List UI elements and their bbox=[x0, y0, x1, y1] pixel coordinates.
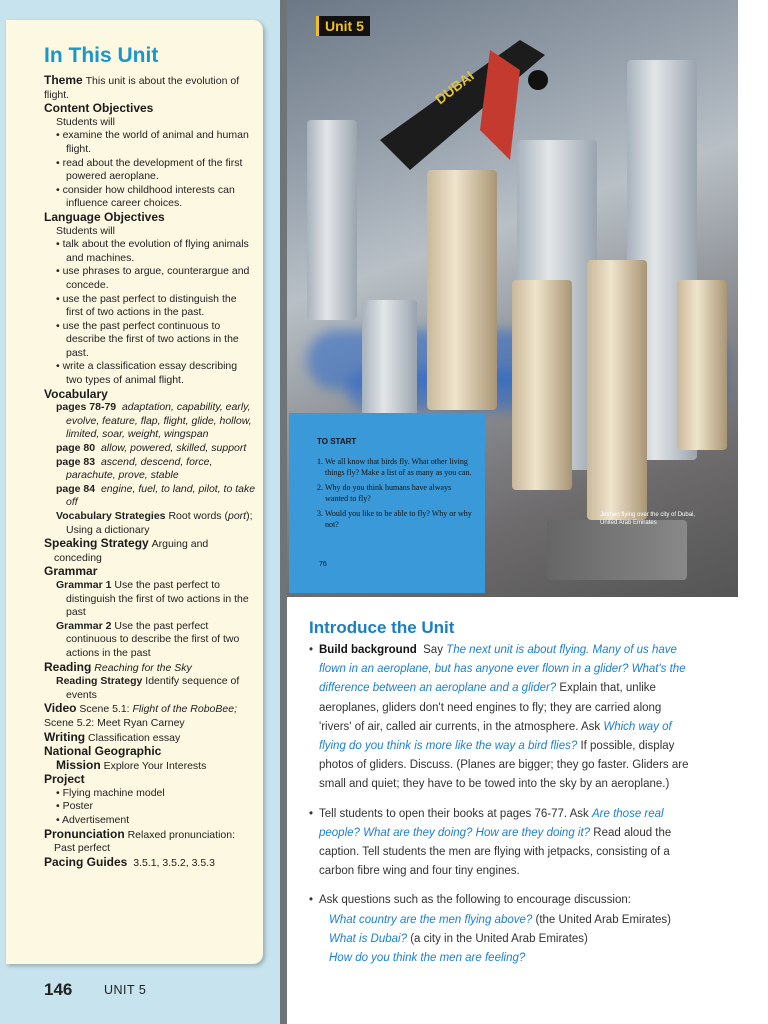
vocabulary-heading: Vocabulary bbox=[44, 386, 108, 401]
project-item: • Poster bbox=[56, 800, 93, 813]
vocab-group: pages 78-79 adaptation, capability, early, evolve, feature, flap, flight, glide, hollow, limited, soar, weight, wingspan bbox=[56, 401, 252, 441]
sidebar-title: In This Unit bbox=[44, 44, 159, 67]
language-objective-item: • use the past perfect continuous to describe the first of two actions in the past. bbox=[56, 319, 239, 359]
discussion-question: How do you think the men are feeling? bbox=[329, 952, 526, 965]
wing-label: DUBAI bbox=[431, 67, 477, 108]
writing-text: Classification essay bbox=[88, 731, 181, 744]
bullet-discussion: • Ask questions such as the following to encourage discussion: bbox=[309, 894, 631, 907]
to-start-box bbox=[289, 413, 485, 593]
skyscraper bbox=[677, 280, 727, 450]
language-objectives-intro: Students will bbox=[56, 224, 115, 237]
speaking-strategy-label: Speaking Strategy bbox=[44, 536, 149, 551]
speaking-strategy-text: Arguing and conceding bbox=[54, 538, 209, 564]
video-scene-2: Scene 5.2: Meet Ryan Carney bbox=[44, 716, 185, 729]
vocab-strategies: Vocabulary Strategies Root words (port); Using a dictionary bbox=[56, 510, 253, 536]
introduce-unit-section bbox=[309, 617, 689, 968]
mission-text: Explore Your Interests bbox=[103, 759, 207, 772]
footer-unit-label: UNIT 5 bbox=[104, 983, 147, 997]
project-item: • Advertisement bbox=[56, 814, 130, 827]
pronunciation-text: Relaxed pronunciation: Past perfect bbox=[54, 828, 235, 855]
theme-text: This unit is about the evolution of flight. bbox=[44, 75, 240, 101]
page-number: 146 bbox=[44, 980, 73, 999]
to-start-question: 1. We all know that birds fly. What other living things fly? Make a list of as many as you can. bbox=[325, 457, 475, 478]
skyscraper bbox=[587, 260, 647, 520]
project-item: • Flying machine model bbox=[56, 786, 165, 799]
to-start-question: 2. Why do you think humans have always wanted to fly? bbox=[325, 483, 475, 504]
content-objective-item: • read about the development of the first powered aeroplane. bbox=[56, 156, 243, 183]
unit-tag: Unit 5 bbox=[316, 16, 370, 36]
discussion-question: What is Dubai? (a city in the United Arab Emirates) bbox=[329, 932, 588, 945]
in-this-unit-sidebar: In This Unit Theme This unit is about the evolution of flight. Content Objectives Students will • examine the world of animal and human flight. • read about the development of the first powered aeroplane. • consider how childhood interests can influence career choices. Language Objectives Students will • talk about the evolution of flying animals and machines. • use phrases to argue, counterargue and concede. • use the past perfect to distinguish the first of two actions in the past. • use the past perfect continuous to describe the first of two actions in the past. • write a classification essay describing two types of animal flight. Vocabulary pages 78-79 adaptation, capability, early, evolve, feature, flap, flight, glide, hollow, limited, soar, weight, wingspan page 80 allow, powered, skilled, support page 83 ascend, descend, force, parachute, prove, stable page 84 engine, fuel, to land, pilot, to take off Vocabulary Strategies Root words (port); Using a dictionary Speaking Strategy Arguing and conceding Grammar Grammar 1 Use the past perfect to distinguish the first of two actions in the past Grammar 2 Use the past perfect continuous to describe the first of two actions in the past Reading Reaching for the Sky Reading Strategy Identify sequence of events Video Scene 5.1: Flight of the RoboBee; Scene 5.2: Meet Ryan Carney Writing Classification essay National Geographic Mission Explore Your Interests Project • Flying machine model • Poster • Advertisement Pronunciation Relaxed pronunciation: Past perfect Pacing Guides 3.5.1, 3.5.2, 3.5.3 bbox=[44, 44, 256, 869]
bullet-build-background: • Build background Say The next unit is about flying. Many of us have flown in an aeroplane, but has anyone ever flown in a glider? What's the difference between an aeroplane and a glider? Explain that, unlike aeroplanes, gliders don't need engines to fly; they are carried along 'rivers' of air, called air currents, in the atmosphere. Ask Which way of flying do you think is more like the way a bird flies? If possible, display photos of gliders. Discuss. (Planes are bigger; they go faster. Gliders are small and quiet; they have to be towed into the sky by an aeroplane.) bbox=[309, 644, 689, 791]
discussion-question: What country are the men flying above? (the United Arab Emirates) bbox=[329, 913, 671, 926]
writing-label: Writing bbox=[44, 729, 86, 744]
language-objective-item: • use the past perfect to distinguish the first of two actions in the past. bbox=[56, 292, 237, 319]
student-page-ref: 76 bbox=[319, 561, 327, 568]
photo-caption: Jetmen flying over the city of Dubai, United Arab Emirates bbox=[600, 512, 696, 526]
language-objective-item: • write a classification essay describing two types of animal flight. bbox=[56, 360, 238, 387]
grammar-heading: Grammar bbox=[44, 564, 98, 579]
content-objectives-heading: Content Objectives bbox=[44, 101, 154, 116]
language-objective-item: • use phrases to argue, counterargue and concede. bbox=[56, 265, 250, 291]
vocab-group: page 83 ascend, descend, force, parachute, prove, stable bbox=[56, 455, 213, 482]
section-title: Introduce the Unit bbox=[309, 618, 455, 637]
city-block bbox=[547, 520, 687, 580]
grammar-item: Grammar 1 Use the past perfect to distinguish the first of two actions in the past bbox=[56, 578, 249, 619]
mission-label: Mission bbox=[56, 757, 101, 772]
jetman-wing bbox=[370, 10, 560, 180]
content-objective-item: • examine the world of animal and human flight. bbox=[56, 129, 249, 155]
reading-label: Reading bbox=[44, 659, 92, 674]
pacing-guides-text: 3.5.1, 3.5.2, 3.5.3 bbox=[133, 856, 215, 869]
grammar-item: Grammar 2 Use the past perfect continuous to describe the first of two actions in the past bbox=[56, 619, 240, 659]
content-objective-item: • consider how childhood interests can influence career choices. bbox=[56, 183, 235, 210]
page-gutter bbox=[280, 0, 287, 1024]
skyscraper bbox=[307, 120, 357, 320]
natgeo-label: National Geographic bbox=[44, 744, 162, 759]
wing-shape bbox=[380, 40, 545, 170]
bullet-open-books: • Tell students to open their books at pages 76-77. Ask Are those real people? What are they doing? How are they doing it? Read aloud the caption. Tell students the men are flying with jetpacks, consisting of a carbon fibre wing and four tiny engines. bbox=[309, 807, 672, 878]
reading-strategy: Reading Strategy Identify sequence of events bbox=[56, 675, 240, 701]
theme-label: Theme bbox=[44, 73, 83, 87]
pronunciation-label: Pronunciation bbox=[44, 826, 125, 841]
language-objective-item: • talk about the evolution of flying animals and machines. bbox=[56, 238, 249, 264]
skyscraper bbox=[427, 170, 497, 410]
reading-text: Reaching for the Sky bbox=[94, 661, 192, 674]
pacing-guides-label: Pacing Guides bbox=[44, 854, 128, 869]
to-start-question: 3. Would you like to be able to fly? Why or why not? bbox=[325, 509, 475, 530]
project-heading: Project bbox=[44, 772, 85, 787]
skyscraper bbox=[512, 280, 572, 490]
to-start-heading: TO START bbox=[317, 437, 357, 446]
to-start-questions bbox=[315, 457, 475, 535]
vocab-group: page 80 allow, powered, skilled, support bbox=[56, 442, 247, 455]
helmet bbox=[528, 70, 548, 90]
language-objectives-heading: Language Objectives bbox=[44, 209, 165, 224]
content-objectives-intro: Students will bbox=[56, 115, 115, 128]
video-label: Video bbox=[44, 701, 77, 716]
vocab-group: page 84 engine, fuel, to land, pilot, to take off bbox=[56, 482, 256, 509]
